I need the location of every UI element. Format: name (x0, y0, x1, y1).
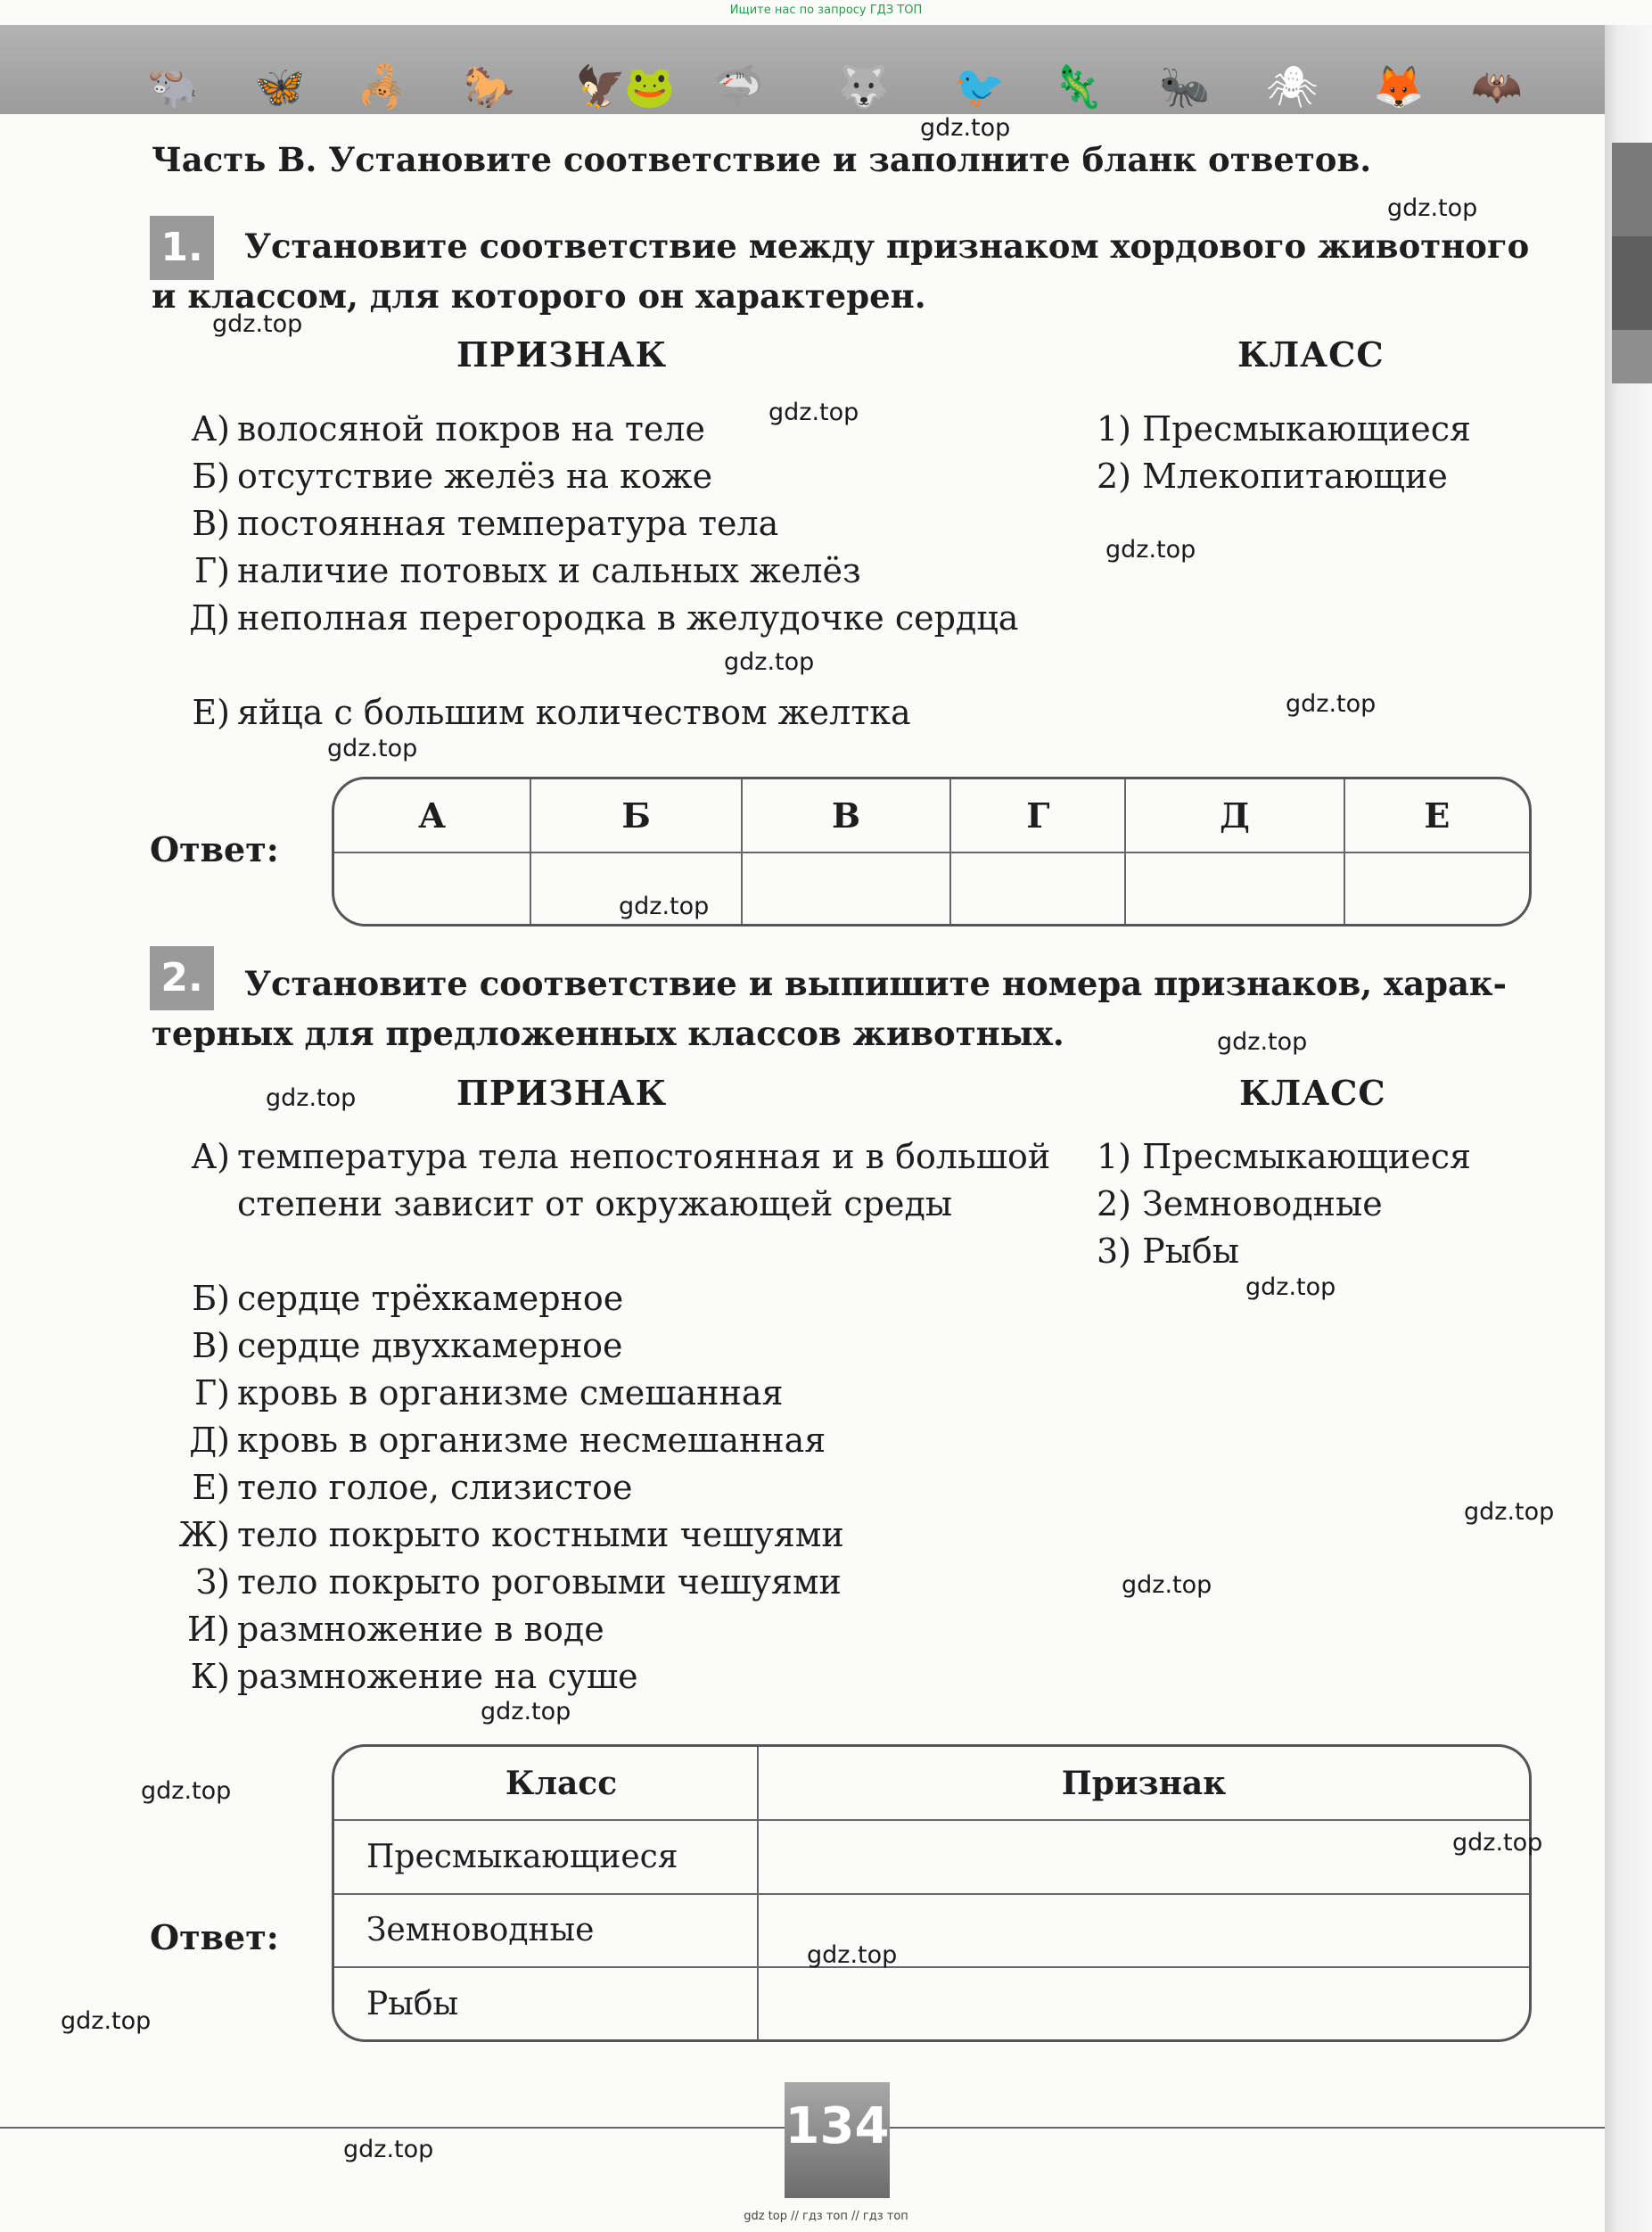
scorpion-icon: 🦂 (357, 62, 408, 111)
watermark: gdz.top (619, 893, 710, 920)
section-tab (1612, 143, 1652, 236)
feature-text: тело покрыто костными чешуями (237, 1515, 844, 1554)
butterfly-icon: 🦋 (254, 62, 306, 111)
class-item: 2) Земноводные (1097, 1184, 1383, 1223)
watermark: gdz.top (481, 1698, 571, 1725)
feature-text: сердце трёхкамерное (237, 1279, 624, 1318)
answer-column-header: Г (950, 779, 1125, 852)
feature-text: неполная перегородка в желудочке сердца (237, 598, 1019, 638)
part-b-title: Часть В. Установите соответствие и заполните бланк ответов. (152, 140, 1372, 179)
answer-label: Ответ: (150, 1917, 279, 1957)
fox-icon: 🦊 (1373, 62, 1425, 111)
question-number: 1. (150, 216, 214, 280)
bottom-note: gdz top // гдз топ // гдз топ (744, 2210, 908, 2223)
feature-text: кровь в организме несмешанная (237, 1421, 826, 1460)
feature-text: температура тела непостоянная и в большой степени зависит от окружающей среды (237, 1137, 1051, 1223)
feature-letter: Е) (192, 693, 230, 732)
feature-letter: Е) (192, 1468, 230, 1507)
feature-item (152, 1275, 1043, 1322)
table-row-label: Пресмыкающиеся (334, 1820, 758, 1894)
answer-table (332, 1744, 1532, 2042)
feature-letter: Б) (192, 1279, 230, 1318)
table-header-class: Класс (334, 1747, 758, 1820)
question-number: 2. (150, 946, 214, 1010)
watermark: gdz.top (1387, 194, 1478, 222)
watermark: gdz.top (1245, 1273, 1336, 1301)
feature-item (152, 1653, 1043, 1701)
feature-letter: И) (187, 1610, 230, 1649)
top-note: Ищите нас по запросу ГДЗ ТОП (729, 4, 923, 17)
watermark: gdz.top (1122, 1571, 1212, 1599)
page-number: 134 (785, 2082, 890, 2198)
feature-item (152, 500, 1043, 548)
answer-cell[interactable] (1344, 852, 1529, 924)
feature-text: волосяной покров на теле (237, 409, 705, 449)
bat-icon: 🦇 (1471, 62, 1523, 111)
feature-letter: Д) (189, 598, 230, 638)
feature-text: тело покрыто роговыми чешуями (237, 1562, 842, 1602)
feature-item (152, 1322, 1043, 1370)
feature-letter: Д) (189, 1421, 230, 1460)
answer-column-header: А (334, 779, 530, 852)
feature-letter: В) (192, 504, 230, 543)
feature-text: размножение на суше (237, 1657, 638, 1696)
answer-column-header: Б (530, 779, 742, 852)
class-item: 1) Пресмыкающиеся (1097, 1137, 1472, 1176)
class-header: КЛАСС (1237, 334, 1385, 375)
question-text: Установите соответствие и выпишите номера признаков, характерных для предложенных классов животных. (152, 964, 1507, 1053)
feature-header: ПРИЗНАК (456, 1073, 668, 1113)
feature-letter: Г) (194, 551, 230, 590)
feature-letter: Ж) (178, 1515, 230, 1554)
feature-item (152, 1511, 1043, 1559)
answer-cell[interactable] (950, 852, 1125, 924)
pterosaur-icon: 🦅 (575, 62, 627, 111)
feature-item (152, 1606, 1043, 1653)
answer-cell[interactable] (1125, 852, 1344, 924)
wolf-icon: 🐺 (838, 62, 890, 111)
shark-icon: 🦈 (713, 62, 765, 111)
feature-item (152, 595, 1066, 642)
feature-text: наличие потовых и сальных желёз (237, 551, 861, 590)
spider-icon: 🕷 (1266, 62, 1319, 111)
question-text: Установите соответствие между признаком хордового животного и классом, для которого он характерен. (152, 226, 1530, 316)
watermark: gdz.top (1464, 1498, 1555, 1526)
feature-text: кровь в организме смешанная (237, 1373, 784, 1413)
feature-letter: В) (192, 1326, 230, 1365)
watermark: gdz.top (724, 648, 815, 676)
feature-item (152, 689, 1043, 737)
watermark: gdz.top (1217, 1028, 1308, 1056)
answer-cell[interactable] (758, 1820, 1529, 1894)
answer-column-header: Д (1125, 779, 1344, 852)
answer-cell[interactable] (334, 852, 530, 924)
class-item: 1) Пресмыкающиеся (1097, 409, 1472, 449)
feature-item (152, 1370, 1043, 1417)
feature-letter: З) (195, 1562, 230, 1602)
buffalo-icon: 🐃 (147, 62, 199, 111)
answer-column-header: В (742, 779, 950, 852)
feature-text: тело голое, слизистое (237, 1468, 633, 1507)
feature-text: отсутствие желёз на коже (237, 457, 713, 496)
watermark: gdz.top (1452, 1829, 1543, 1857)
feature-letter: К) (190, 1657, 230, 1696)
feature-letter: А) (191, 409, 230, 449)
watermark: gdz.top (1286, 690, 1377, 718)
salamander-icon: 🦎 (1052, 62, 1104, 111)
watermark: gdz.top (1105, 536, 1196, 564)
frog-icon: 🐸 (624, 62, 676, 111)
feature-item (152, 453, 1043, 500)
table-header-feature: Признак (758, 1747, 1529, 1820)
answer-grid (332, 777, 1532, 927)
table-row-label: Земноводные (334, 1894, 758, 1968)
animal-banner (0, 25, 1605, 114)
section-tab (1612, 330, 1652, 383)
watermark: gdz.top (266, 1084, 357, 1112)
feature-header: ПРИЗНАК (456, 334, 668, 375)
feature-item (152, 406, 1043, 453)
horse-icon: 🐎 (464, 62, 515, 111)
watermark: gdz.top (327, 735, 418, 762)
feature-text: постоянная температура тела (237, 504, 779, 543)
feature-item (152, 1133, 1066, 1228)
feature-item (152, 1464, 1043, 1511)
feature-text: сердце двухкамерное (237, 1326, 623, 1365)
feature-letter: Б) (192, 457, 230, 496)
answer-column-header: Е (1344, 779, 1529, 852)
class-header: КЛАСС (1239, 1073, 1386, 1113)
table-row-label: Рыбы (334, 1967, 758, 2039)
feature-item (152, 1417, 1043, 1464)
feature-text: размножение в воде (237, 1610, 604, 1649)
answer-cell[interactable] (758, 1967, 1529, 2039)
bird-icon: 🐦 (954, 62, 1006, 111)
feature-letter: А) (191, 1137, 230, 1176)
watermark: gdz.top (212, 310, 303, 338)
answer-cell[interactable] (742, 852, 950, 924)
feature-letter: Г) (194, 1373, 230, 1413)
watermark: gdz.top (61, 2007, 152, 2035)
section-tab (1612, 236, 1652, 330)
watermark: gdz.top (920, 114, 1011, 142)
class-item: 3) Рыбы (1097, 1231, 1240, 1271)
feature-item (152, 1559, 1043, 1606)
watermark: gdz.top (343, 2136, 434, 2163)
watermark: gdz.top (768, 399, 859, 426)
watermark: gdz.top (141, 1777, 232, 1805)
feature-text: яйца с большим количеством желтка (237, 693, 911, 732)
insect-icon: 🐜 (1159, 62, 1211, 111)
feature-item (152, 548, 1043, 595)
watermark: gdz.top (807, 1941, 898, 1969)
answer-label: Ответ: (150, 829, 279, 869)
class-item: 2) Млекопитающие (1097, 457, 1448, 496)
